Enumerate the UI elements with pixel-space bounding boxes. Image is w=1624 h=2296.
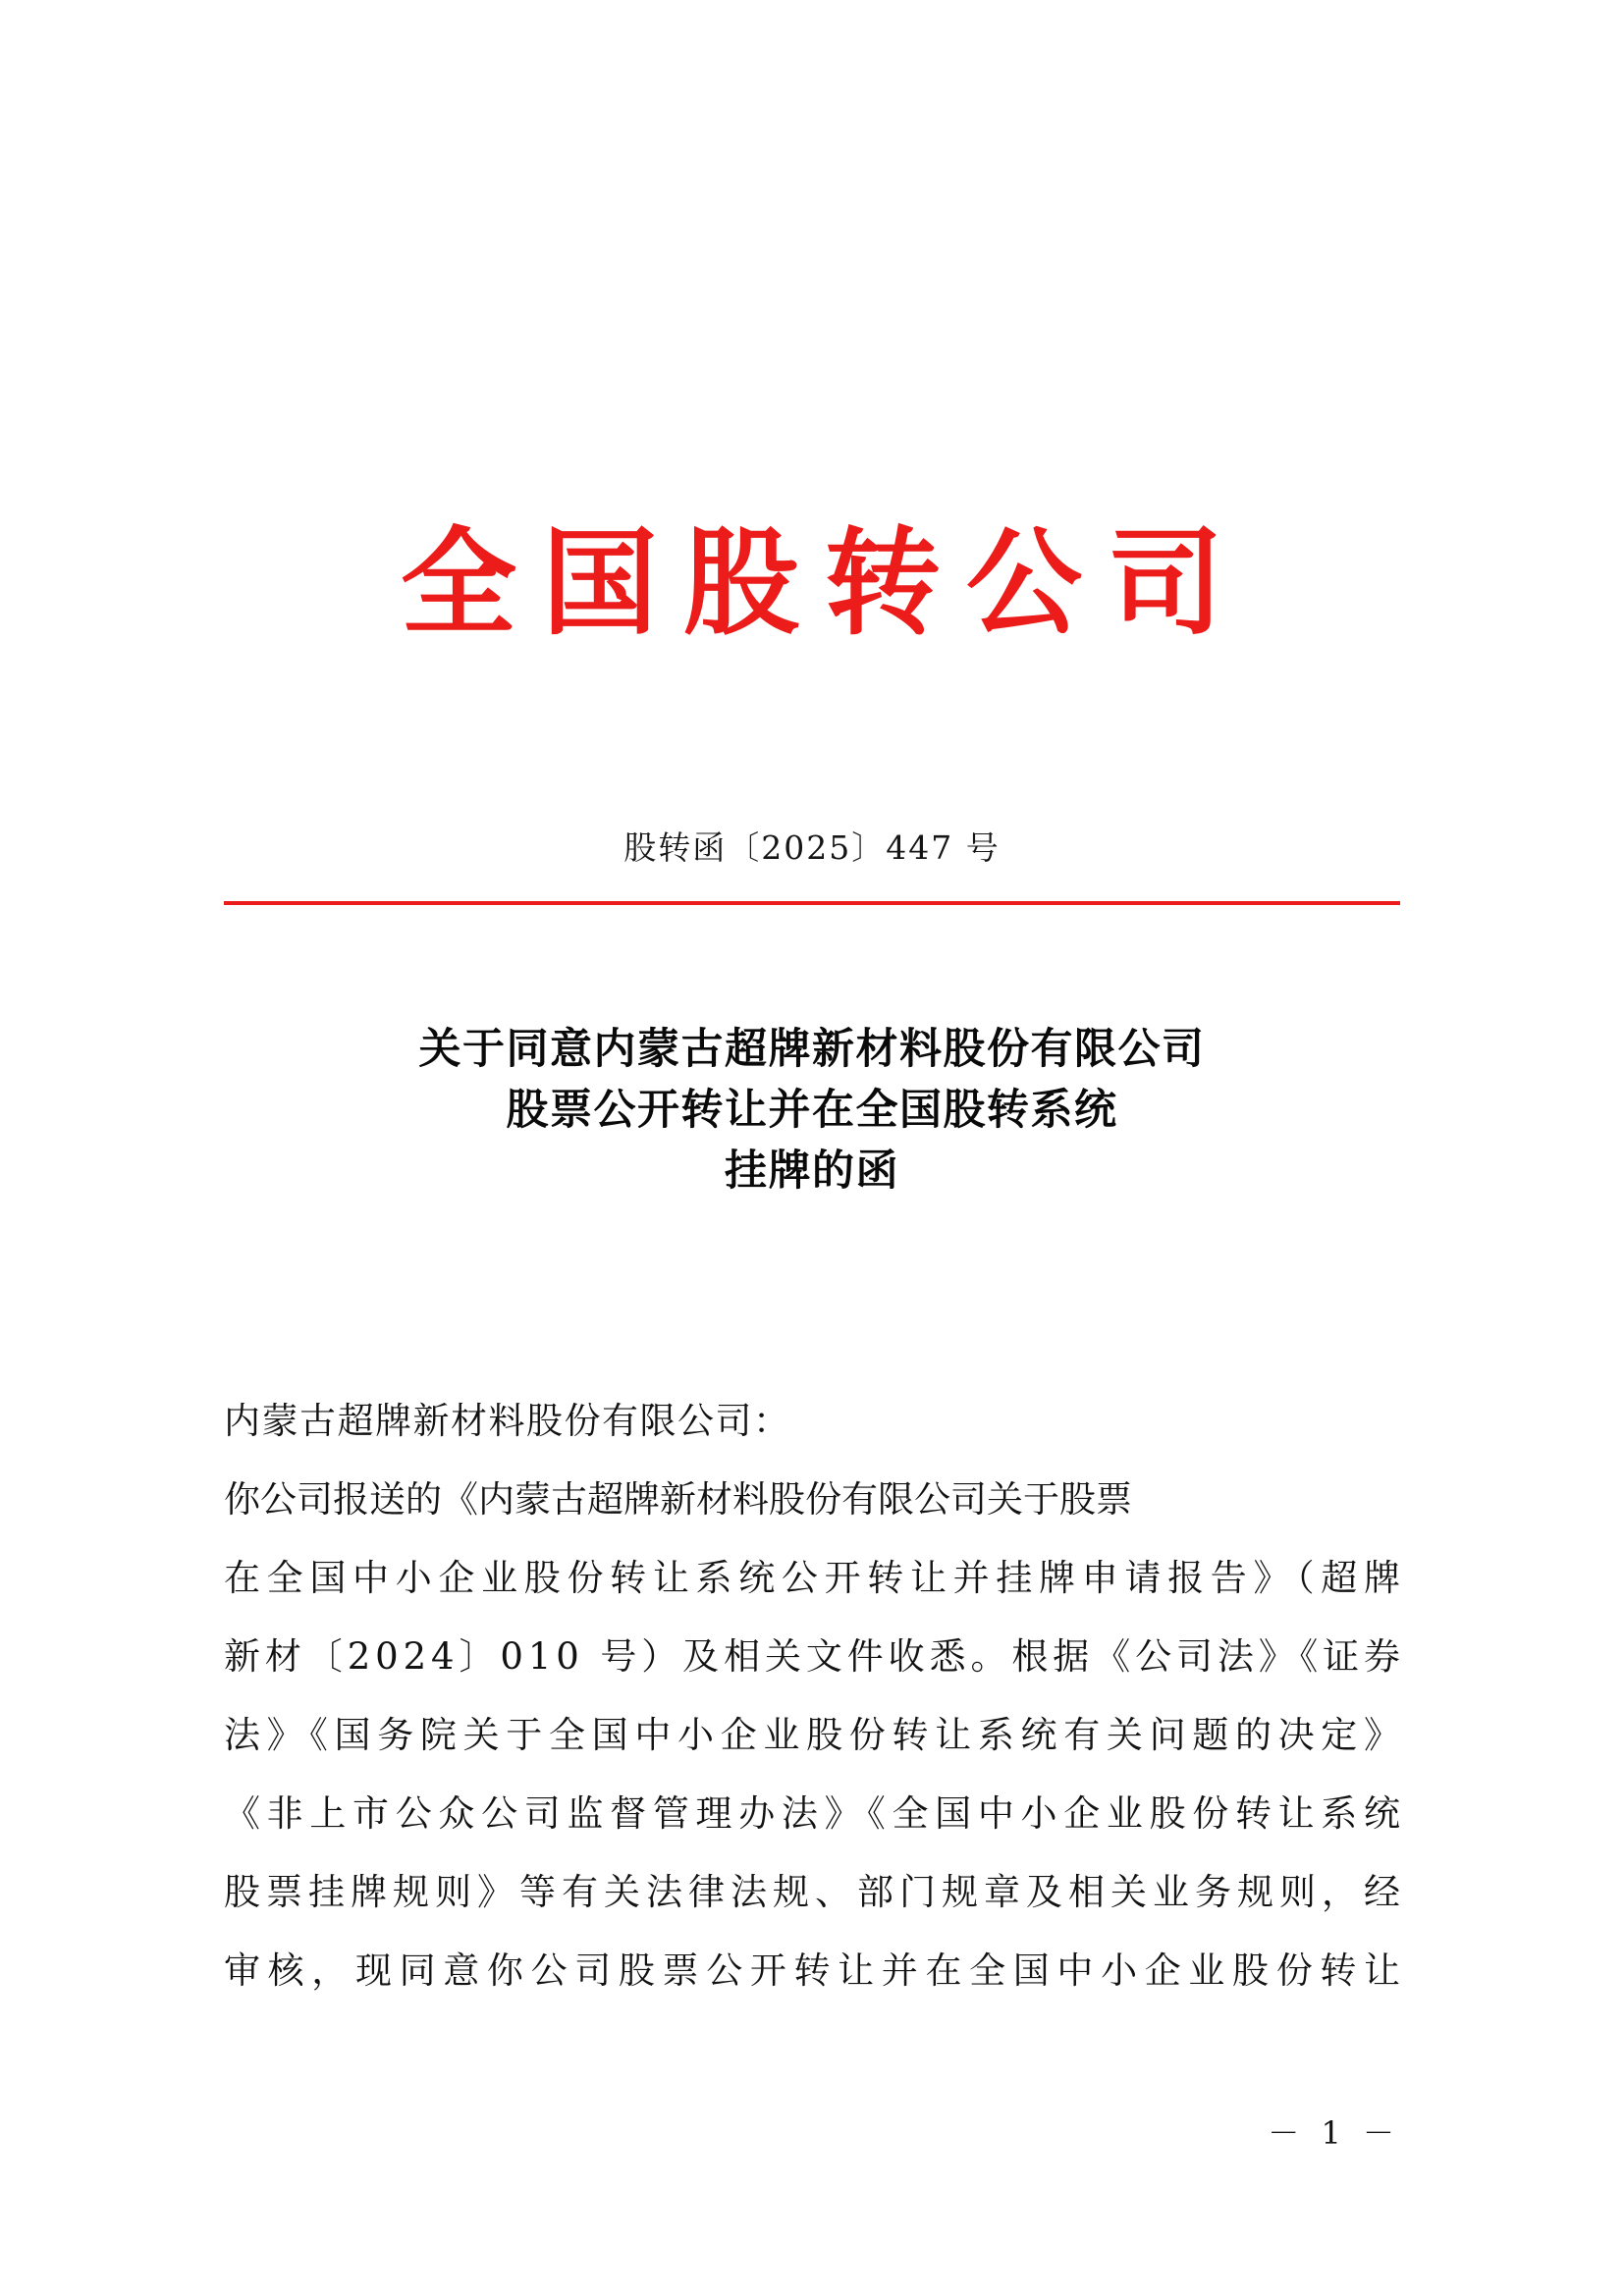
document-title-line-1: 关于同意内蒙古超牌新材料股份有限公司 xyxy=(418,1025,1206,1074)
recipient-salutation: 内蒙古超牌新材料股份有限公司： xyxy=(224,1400,791,1442)
body-line-text: 在全国中小企业股份转让系统公开转让并挂牌申请报告》（超牌 xyxy=(224,1557,1407,1599)
page-number-footer: － 1 － xyxy=(1268,2114,1400,2152)
body-line xyxy=(224,1696,1407,1775)
body-line xyxy=(224,1539,1407,1618)
document-title-line-3: 挂牌的函 xyxy=(725,1147,899,1196)
red-divider-rule xyxy=(224,901,1400,905)
body-line-text: 法》《国务院关于全国中小企业股份转让系统有关问题的决定》 xyxy=(224,1714,1407,1756)
body-line-text: 股票挂牌规则》等有关法律法规、部门规章及相关业务规则，经 xyxy=(224,1871,1406,1913)
document-title xyxy=(224,1019,1400,1201)
masthead-organization-title: 全国股转公司 xyxy=(400,514,1249,651)
masthead xyxy=(0,514,1624,651)
document-body xyxy=(224,1382,1408,2010)
document-number: 股转函〔2025〕447 号 xyxy=(623,828,1001,867)
body-line xyxy=(224,1618,1405,1696)
body-line xyxy=(224,1461,1400,1539)
body-line-text: 《非上市公众公司监督管理办法》《全国中小企业股份转让系统 xyxy=(224,1792,1407,1835)
body-line-text: 审核，现同意你公司股票公开转让并在全国中小企业股份转让 xyxy=(224,1949,1408,1992)
body-line-text: 你公司报送的《内蒙古超牌新材料股份有限公司关于股票 xyxy=(224,1478,1132,1521)
body-line-text: 新材〔2024〕010 号）及相关文件收悉。根据《公司法》《证券 xyxy=(224,1635,1405,1678)
document-title-line-2: 股票公开转让并在全国股转系统 xyxy=(506,1086,1118,1135)
body-line xyxy=(224,1853,1406,1932)
body-line xyxy=(224,1932,1408,2010)
body-line xyxy=(224,1775,1407,1853)
